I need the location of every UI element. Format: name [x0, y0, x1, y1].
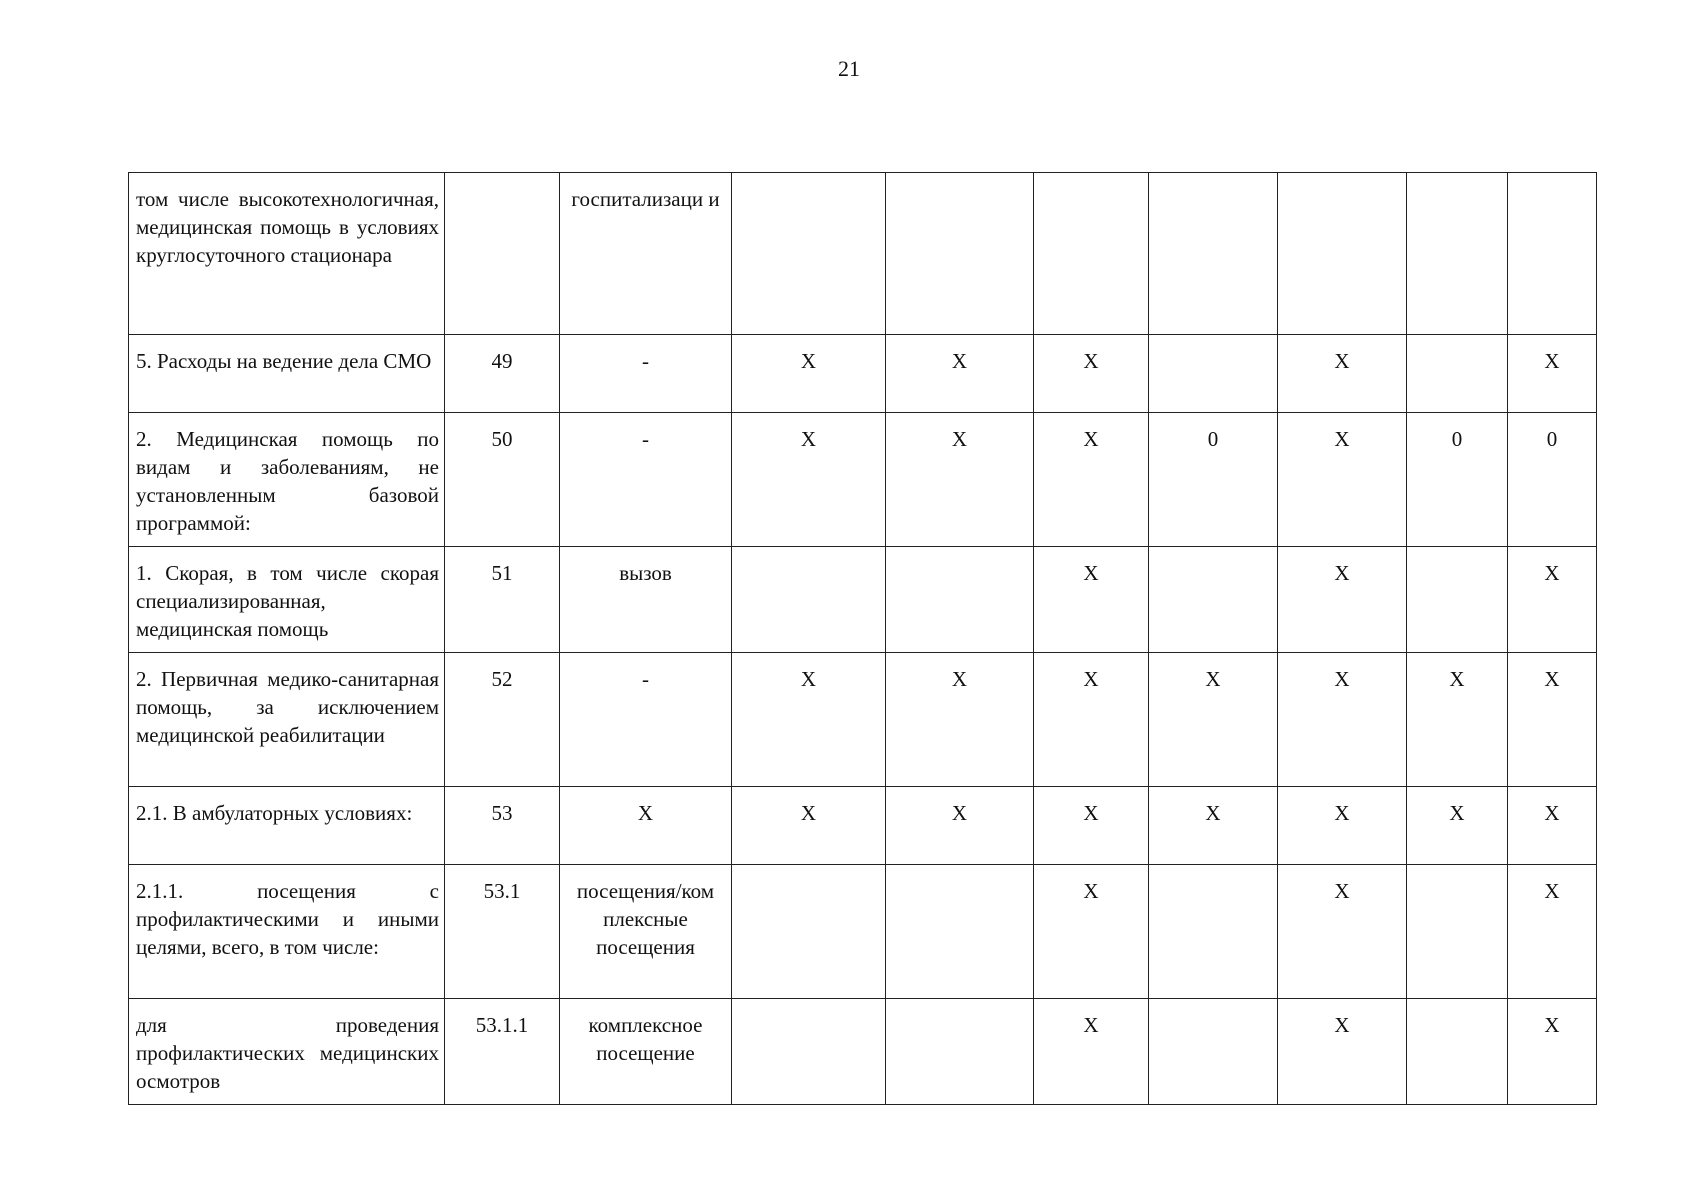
row-code: 52: [445, 653, 560, 787]
cell: X: [1508, 547, 1597, 653]
cell: 0: [1149, 413, 1278, 547]
cell: X: [732, 787, 886, 865]
row-unit: вызов: [560, 547, 732, 653]
row-name: для проведения профилактических медицинских осмотров: [129, 999, 445, 1105]
row-code: 51: [445, 547, 560, 653]
cell: [1407, 335, 1508, 413]
cell: X: [1278, 413, 1407, 547]
cell: [886, 173, 1034, 335]
cell: X: [1508, 999, 1597, 1105]
cell: [1508, 173, 1597, 335]
cell: [732, 865, 886, 999]
row-name: 2. Медицинская помощь по видам и заболеваниям, не установленным базовой программой:: [129, 413, 445, 547]
cell: [1034, 173, 1149, 335]
row-name: 2. Первичная медико-санитарная помощь, за исключением медицинской реабилитации: [129, 653, 445, 787]
cell: X: [732, 413, 886, 547]
cell: X: [1034, 787, 1149, 865]
cell: X: [1278, 335, 1407, 413]
cell: [1407, 865, 1508, 999]
row-name: 5. Расходы на ведение дела СМО: [129, 335, 445, 413]
cell: X: [886, 335, 1034, 413]
cell: [732, 999, 886, 1105]
row-unit: -: [560, 335, 732, 413]
cell: X: [1034, 653, 1149, 787]
page-number: 21: [838, 56, 860, 81]
row-name: 1. Скорая, в том числе скорая специализированная, медицинская помощь: [129, 547, 445, 653]
cell: X: [1407, 787, 1508, 865]
cell: [1407, 999, 1508, 1105]
row-unit: комплексное посещение: [560, 999, 732, 1105]
row-name: 2.1. В амбулаторных условиях:: [129, 787, 445, 865]
cell: [886, 865, 1034, 999]
row-code: 53: [445, 787, 560, 865]
table-row: [129, 547, 1597, 653]
cell: X: [886, 653, 1034, 787]
cell: X: [1278, 653, 1407, 787]
row-unit: посещения/ком плексные посещения: [560, 865, 732, 999]
table-row: [129, 653, 1597, 787]
cell: [732, 547, 886, 653]
row-unit: -: [560, 413, 732, 547]
row-code: 53.1: [445, 865, 560, 999]
row-code: 50: [445, 413, 560, 547]
cell: X: [886, 787, 1034, 865]
cell: 0: [1508, 413, 1597, 547]
cell: X: [1278, 865, 1407, 999]
cell: [1407, 173, 1508, 335]
cell: [732, 173, 886, 335]
cell: 0: [1407, 413, 1508, 547]
cell: [1278, 173, 1407, 335]
row-unit: -: [560, 653, 732, 787]
cell: X: [1034, 999, 1149, 1105]
cell: X: [1407, 653, 1508, 787]
cell: [1149, 335, 1278, 413]
cell: X: [1034, 865, 1149, 999]
cell: [1149, 547, 1278, 653]
financing-table: [128, 172, 1597, 1105]
cell: X: [1278, 787, 1407, 865]
table-row: [129, 413, 1597, 547]
cell: [1149, 865, 1278, 999]
table-row: [129, 173, 1597, 335]
cell: X: [732, 653, 886, 787]
cell: X: [732, 335, 886, 413]
cell: [886, 999, 1034, 1105]
cell: X: [1508, 787, 1597, 865]
table-row: [129, 999, 1597, 1105]
cell: X: [1149, 653, 1278, 787]
cell: X: [1508, 865, 1597, 999]
cell: X: [1034, 335, 1149, 413]
row-code: [445, 173, 560, 335]
row-code: 49: [445, 335, 560, 413]
row-name: том числе высокотехнологичная, медицинская помощь в условиях круглосуточного стационара: [129, 173, 445, 335]
cell: X: [886, 413, 1034, 547]
cell: [886, 547, 1034, 653]
cell: X: [1149, 787, 1278, 865]
table-row: [129, 335, 1597, 413]
table-row: [129, 787, 1597, 865]
row-unit: X: [560, 787, 732, 865]
cell: [1149, 999, 1278, 1105]
table-row: [129, 865, 1597, 999]
cell: [1149, 173, 1278, 335]
row-name: 2.1.1. посещения с профилактическими и иными целями, всего, в том числе:: [129, 865, 445, 999]
cell: [1407, 547, 1508, 653]
row-unit: госпитализаци и: [560, 173, 732, 335]
cell: X: [1508, 335, 1597, 413]
cell: X: [1278, 999, 1407, 1105]
cell: X: [1034, 547, 1149, 653]
cell: X: [1034, 413, 1149, 547]
cell: X: [1278, 547, 1407, 653]
row-code: 53.1.1: [445, 999, 560, 1105]
cell: X: [1508, 653, 1597, 787]
